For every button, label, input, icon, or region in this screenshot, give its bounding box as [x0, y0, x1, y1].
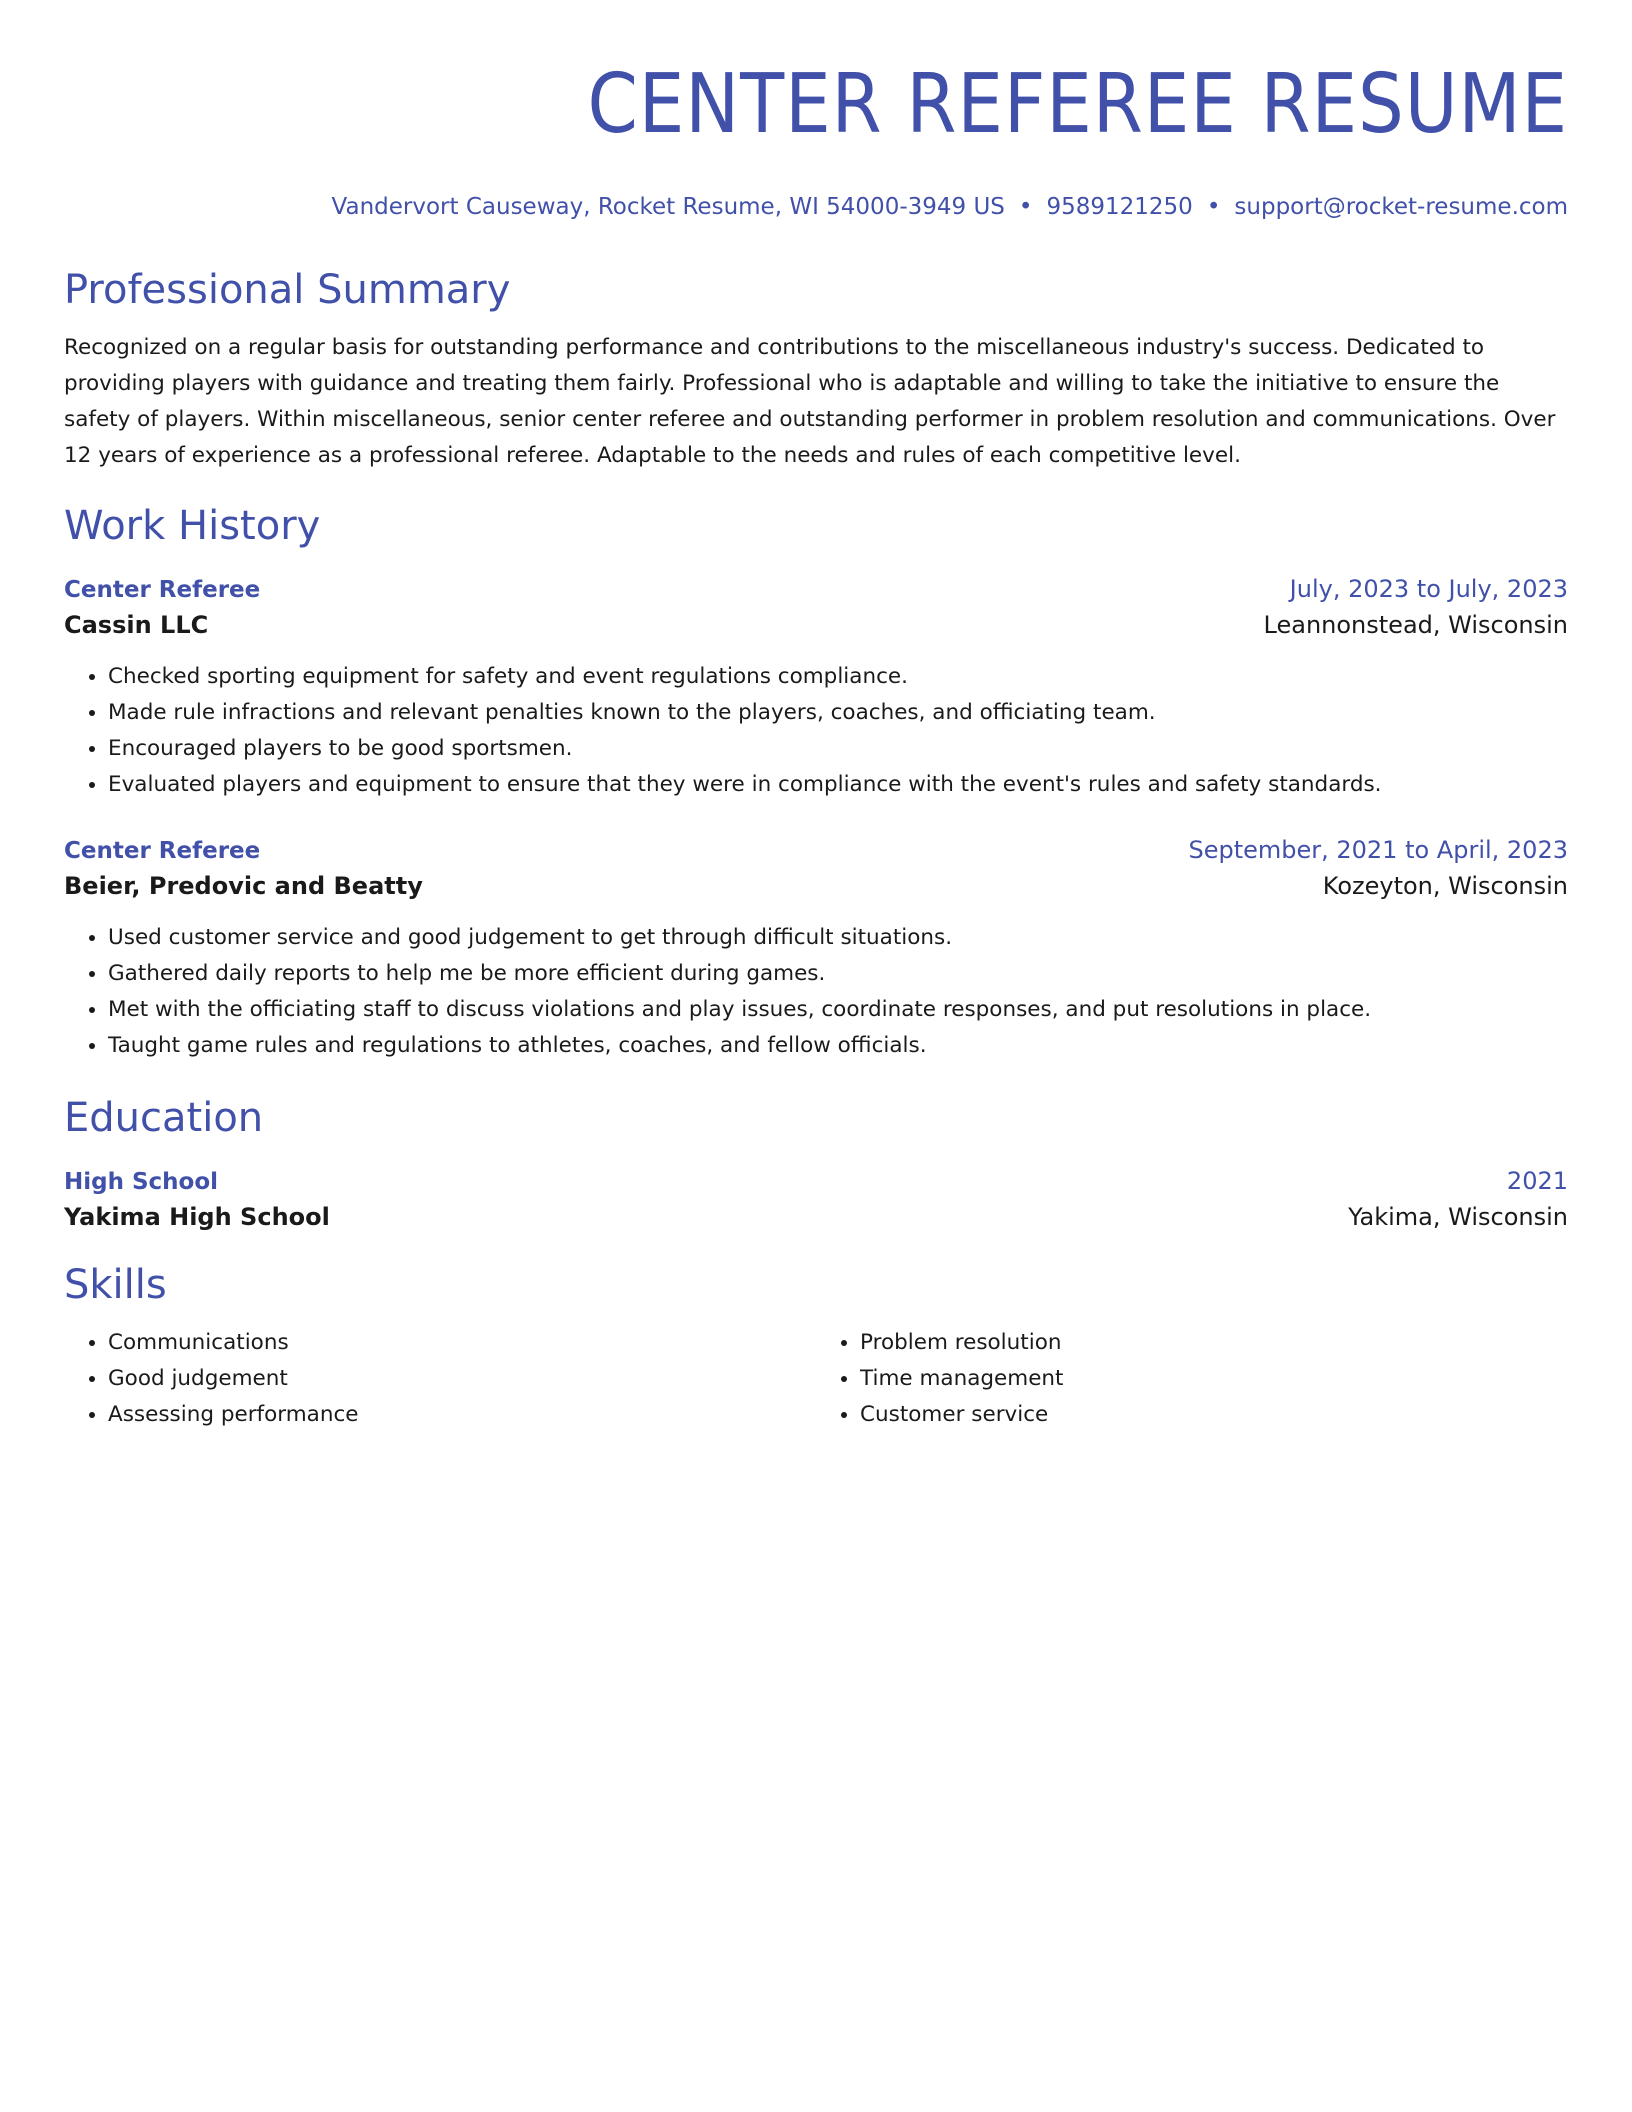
job-bullet: • Checked sporting equipment for safety and event regulations compliance.: [108, 659, 1568, 695]
job-bullet: • Evaluated players and equipment to ensure that they were in compliance with the event's rules and safety standards.: [108, 767, 1568, 803]
contact-separator: •: [1206, 194, 1221, 220]
job-entry: [64, 572, 1568, 803]
job-location: Kozeyton, Wisconsin: [1322, 872, 1568, 900]
job-location: Leannonstead, Wisconsin: [1263, 611, 1568, 639]
job-title: Center Referee: [64, 838, 261, 864]
contact-phone: 9589121250: [1046, 194, 1193, 220]
work-history-section: [64, 502, 1568, 1064]
skill-item: • Assessing performance: [108, 1397, 816, 1433]
section-heading-work-history: Work History: [64, 503, 321, 549]
skill-item: • Good judgement: [108, 1361, 816, 1397]
contact-email: support@rocket-resume.com: [1234, 194, 1568, 220]
education-entry: [64, 1164, 1568, 1235]
education-year: 2021: [1506, 1167, 1568, 1195]
contact-address: Vandervort Causeway, Rocket Resume, WI 54000-3949 US: [331, 194, 1005, 220]
skill-item: • Time management: [860, 1361, 1568, 1397]
section-heading-education: Education: [64, 1095, 264, 1141]
job-bullet: • Used customer service and good judgement to get through difficult situations.: [108, 920, 1568, 956]
job-dates: September, 2021 to April, 2023: [1188, 836, 1568, 864]
job-dates: July, 2023 to July, 2023: [1289, 575, 1568, 603]
job-bullet: • Taught game rules and regulations to athletes, coaches, and fellow officials.: [108, 1028, 1568, 1064]
resume-title: CENTER REFEREE RESUME: [587, 57, 1568, 152]
contact-line: [64, 192, 1568, 222]
job-title: Center Referee: [64, 577, 261, 603]
section-heading-skills: Skills: [64, 1262, 167, 1308]
job-bullet-list: [64, 920, 1568, 1064]
summary-text: Recognized on a regular basis for outstanding performance and contributions to the miscellaneous industry's success. Dedicated to providing players with guidance and treating them fairly. Professional who is adaptable and willing to take the initiative to ensure the safety of players. Within miscellaneous, senior center referee and outstanding performer in problem resolution and communications. Over 12 years of experience as a professional referee. Adaptable to the needs and rules of each competitive level.: [64, 335, 1556, 468]
job-bullet: • Encouraged players to be good sportsmen.: [108, 731, 1568, 767]
job-entry: [64, 833, 1568, 1064]
contact-separator: •: [1018, 194, 1033, 220]
job-bullet: • Met with the officiating staff to discuss violations and play issues, coordinate responses, and put resolutions in place.: [108, 992, 1568, 1028]
skills-section: [64, 1261, 1568, 1433]
education-school: Yakima High School: [64, 1203, 330, 1231]
section-heading-summary: Professional Summary: [64, 267, 511, 313]
job-company: Cassin LLC: [64, 611, 209, 639]
job-company: Beier, Predovic and Beatty: [64, 872, 423, 900]
job-bullet: • Made rule infractions and relevant penalties known to the players, coaches, and officiating team.: [108, 695, 1568, 731]
job-bullet-list: [64, 659, 1568, 803]
education-location: Yakima, Wisconsin: [1348, 1203, 1568, 1231]
skills-column-left: [64, 1325, 816, 1433]
skill-item: • Communications: [108, 1325, 816, 1361]
education-section: [64, 1094, 1568, 1235]
professional-summary-section: [64, 266, 1568, 474]
skills-column-right: [816, 1325, 1568, 1433]
job-bullet: • Gathered daily reports to help me be more efficient during games.: [108, 956, 1568, 992]
education-degree: High School: [64, 1169, 219, 1195]
skill-item: • Customer service: [860, 1397, 1568, 1433]
skills-grid: [64, 1325, 1568, 1433]
skill-item: • Problem resolution: [860, 1325, 1568, 1361]
